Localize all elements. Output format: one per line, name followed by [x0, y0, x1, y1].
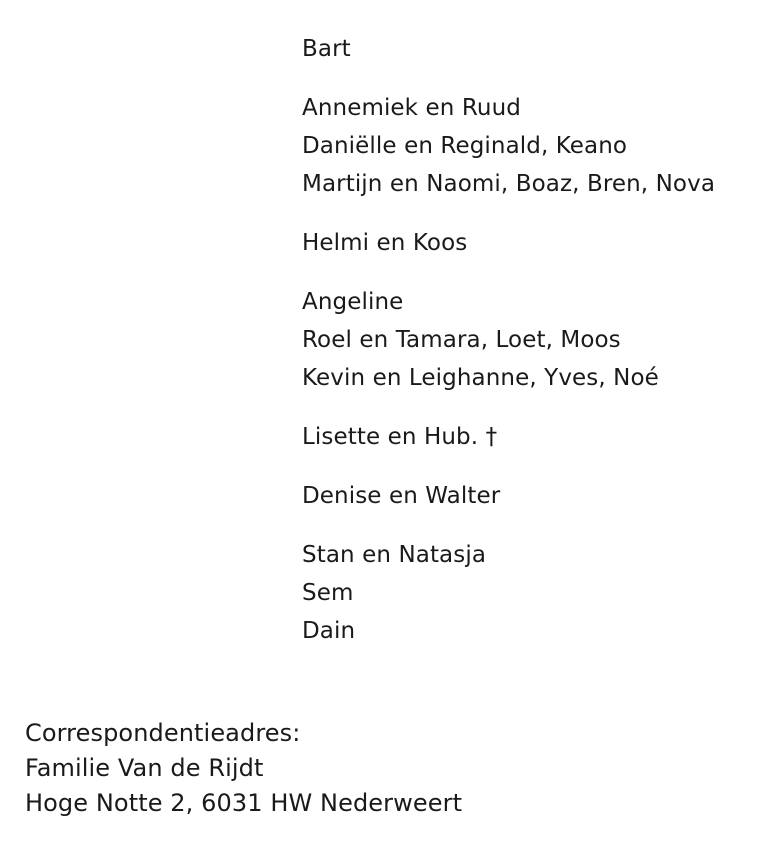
family-name-line: Bart: [302, 36, 351, 62]
family-group: [302, 418, 752, 456]
correspondence-name: Familie Van de Rijdt: [25, 754, 264, 782]
correspondence-street: Hoge Notte 2, 6031 HW Nederweert: [25, 789, 463, 817]
family-group: [302, 536, 752, 650]
family-name-line: Lisette en Hub. †: [302, 424, 498, 450]
family-group: [302, 283, 752, 397]
family-name-line: Sem: [302, 580, 354, 606]
family-name-line: Martijn en Naomi, Boaz, Bren, Nova: [302, 171, 716, 197]
correspondence-address: [25, 716, 725, 821]
family-group: [302, 30, 752, 68]
family-name-line: Annemiek en Ruud: [302, 95, 521, 121]
family-name-line: Kevin en Leighanne, Yves, Noé: [302, 365, 659, 391]
family-name-line: Helmi en Koos: [302, 230, 468, 256]
family-name-line: Roel en Tamara, Loet, Moos: [302, 327, 621, 353]
family-name-line: Daniëlle en Reginald, Keano: [302, 133, 628, 159]
family-name-line: Angeline: [302, 289, 404, 315]
family-names-list: [302, 30, 752, 671]
family-group: [302, 224, 752, 262]
family-group: [302, 89, 752, 203]
correspondence-label: Correspondentieadres:: [25, 719, 301, 747]
family-name-line: Denise en Walter: [302, 483, 501, 509]
family-name-line: Stan en Natasja: [302, 542, 487, 568]
family-group: [302, 477, 752, 515]
family-name-line: Dain: [302, 618, 356, 644]
